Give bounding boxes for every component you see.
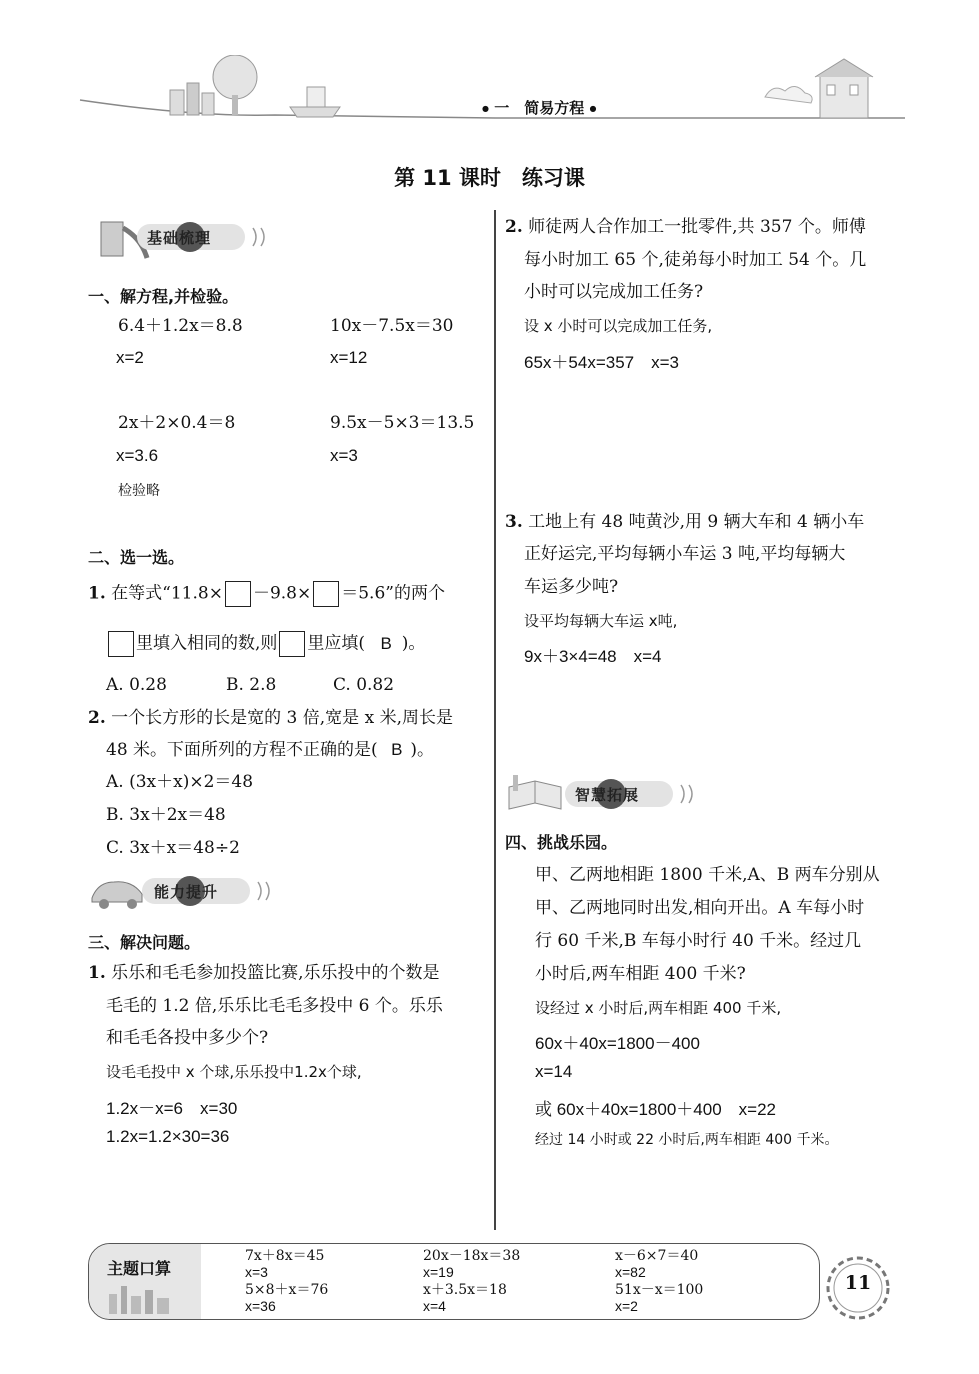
mental-question: x＋3.5x＝18 [423, 1282, 507, 1298]
section-title: 一 简易方程 [494, 99, 585, 117]
challenge-answer5: 经过 14 小时或 22 小时后,两车相距 400 千米。 [535, 1132, 839, 1148]
mental-question: 5×8＋x＝76 [245, 1282, 329, 1298]
problem3-answer1: 设平均每辆大车运 x吨, [524, 612, 678, 630]
equation-2: 10x－7.5x＝30 [330, 316, 454, 336]
question-number: 2. [505, 217, 523, 237]
mental-answer: x=4 [423, 1298, 446, 1314]
book-icon [505, 773, 569, 817]
challenge-line1: 甲、乙两地相距 1800 千米,A、B 两车分别从 [535, 865, 880, 885]
choice-q2-line1 [88, 707, 453, 729]
mental-question: 7x＋8x＝45 [245, 1248, 325, 1264]
question-number: 2. [88, 708, 106, 728]
problem1-line2: 毛毛的 1.2 倍,乐乐比毛毛多投中 6 个。乐乐 [106, 996, 443, 1016]
problem1-answer3: 1.2x=1.2×30=36 [106, 1127, 230, 1146]
mental-item-2 [423, 1248, 520, 1280]
equation-1: 6.4＋1.2x＝8.8 [118, 316, 243, 336]
q2-option-c: C. 3x＋x＝48÷2 [106, 838, 240, 858]
text: )。 [410, 740, 435, 760]
text: 师徒两人合作加工一批零件,共 357 个。师傅 [528, 217, 866, 237]
text: ＝5.6”的两个 [341, 583, 445, 604]
column-divider [494, 210, 496, 1230]
question-number: 3. [505, 512, 523, 532]
answer-2: x=12 [330, 348, 368, 367]
mental-item-3 [615, 1248, 698, 1280]
mental-math-label-bg [89, 1244, 201, 1319]
text: －9.8× [252, 583, 312, 604]
mental-answer: x=36 [245, 1298, 276, 1314]
challenge-answer3: x=14 [535, 1062, 573, 1081]
mental-item-4 [245, 1282, 328, 1314]
mental-item-5 [423, 1282, 507, 1314]
header-section: ● 一 简易方程 ● [482, 99, 597, 117]
problem1-answer2: 1.2x－x=6 x=30 [106, 1099, 238, 1118]
problem1-line1 [88, 962, 440, 984]
page-number: 11 [844, 1272, 872, 1294]
problem2-answer1: 设 x 小时可以完成加工任务, [524, 317, 713, 335]
blank-box [313, 581, 339, 607]
problem2-line2: 每小时加工 65 个,徒弟每小时加工 54 个。几 [524, 250, 867, 270]
mental-answer: x=19 [423, 1264, 454, 1280]
text: 里填入相同的数,则 [136, 633, 278, 654]
answer-1: x=2 [116, 348, 144, 367]
mental-question: 20x－18x＝38 [423, 1248, 521, 1264]
text: 48 米。下面所列的方程不正确的是( [106, 740, 378, 760]
badge-wisdom [505, 773, 705, 807]
text: )。 [401, 633, 426, 654]
problem2-line1 [505, 216, 866, 238]
part4-heading: 四、挑战乐园。 [505, 833, 618, 852]
challenge-line2: 甲、乙两地同时出发,相向开出。A 车每小时 [535, 898, 865, 918]
problem2-answer2: 65x＋54x=357 x=3 [524, 353, 679, 372]
q2-option-a: A. (3x＋x)×2＝48 [106, 772, 254, 792]
problem1-answer1: 设毛毛投中 x 个球,乐乐投中1.2x个球, [106, 1063, 362, 1081]
equation-3: 2x＋2×0.4＝8 [118, 413, 236, 433]
choice-q1-line2 [106, 631, 425, 657]
part2-heading: 二、选一选。 [88, 548, 185, 567]
choice-q1-line1 [88, 581, 445, 607]
mental-answer: x=2 [615, 1298, 638, 1314]
text: 一个长方形的长是宽的 3 倍,宽是 x 米,周长是 [111, 708, 453, 728]
page-title: 第 11 课时 练习课 [394, 166, 585, 190]
challenge-answer1: 设经过 x 小时后,两车相距 400 千米, [535, 999, 782, 1017]
blank-box [225, 581, 251, 607]
challenge-line4: 小时后,两车相距 400 千米? [535, 964, 746, 984]
check-note: 检验略 [118, 483, 160, 499]
mental-item-6 [615, 1282, 703, 1314]
problem3-answer2: 9x＋3×4=48 x=4 [524, 647, 662, 666]
text: 工地上有 48 吨黄沙,用 9 辆大车和 4 辆小车 [528, 512, 865, 532]
blank-box [279, 631, 305, 657]
challenge-answer4: 或 60x＋40x=1800＋400 x=22 [535, 1100, 776, 1119]
mental-item-1 [245, 1248, 324, 1280]
answer-4: x=3 [330, 446, 358, 465]
problem2-line3: 小时可以完成加工任务? [524, 282, 704, 302]
blank-box [108, 631, 134, 657]
badge-title: 智慧拓展 [575, 786, 640, 804]
q2-option-b: B. 3x＋2x＝48 [106, 805, 226, 825]
badge-title: 基础梳理 [147, 229, 212, 247]
problem3-line3: 车运多少吨? [524, 577, 619, 597]
q1-option-a: A. 0.28 [106, 675, 167, 695]
problem3-line1 [505, 511, 864, 533]
mental-answer: x=82 [615, 1264, 646, 1280]
choice-q2-line2 [106, 739, 434, 761]
mental-answer: x=3 [245, 1264, 268, 1280]
text: 里应填( [307, 633, 366, 654]
equation-4: 9.5x－5×3＝13.5 [330, 413, 475, 433]
car-icon [88, 872, 148, 912]
city-skyline-icon [99, 1280, 189, 1314]
problem3-line2: 正好运完,平均每辆小车运 3 吨,平均每辆大 [524, 544, 846, 564]
badge-ability [88, 872, 278, 906]
text: 在等式“11.8× [111, 583, 223, 604]
part3-heading: 三、解决问题。 [88, 933, 201, 952]
text: 乐乐和毛毛参加投篮比赛,乐乐投中的个数是 [111, 963, 440, 983]
question-number: 1. [88, 583, 106, 604]
q1-option-b: B. 2.8 [226, 675, 277, 695]
badge-basic [97, 218, 277, 252]
badge-title: 能力提升 [154, 883, 219, 901]
mental-question: x－6×7＝40 [615, 1248, 699, 1264]
answer-3: x=3.6 [116, 446, 159, 465]
mental-math-label: 主题口算 [107, 1259, 172, 1278]
q1-option-c: C. 0.82 [333, 675, 395, 695]
answer-choice: B [380, 633, 392, 653]
question-number: 1. [88, 963, 106, 983]
challenge-line3: 行 60 千米,B 车每小时行 40 千米。经过几 [535, 931, 862, 951]
mental-question: 51x－x＝100 [615, 1282, 704, 1298]
part1-heading: 一、解方程,并检验。 [88, 287, 239, 306]
problem1-line3: 和毛毛各投中多少个? [106, 1028, 269, 1048]
answer-choice: B [391, 740, 403, 759]
challenge-answer2: 60x＋40x=1800－400 [535, 1034, 700, 1053]
